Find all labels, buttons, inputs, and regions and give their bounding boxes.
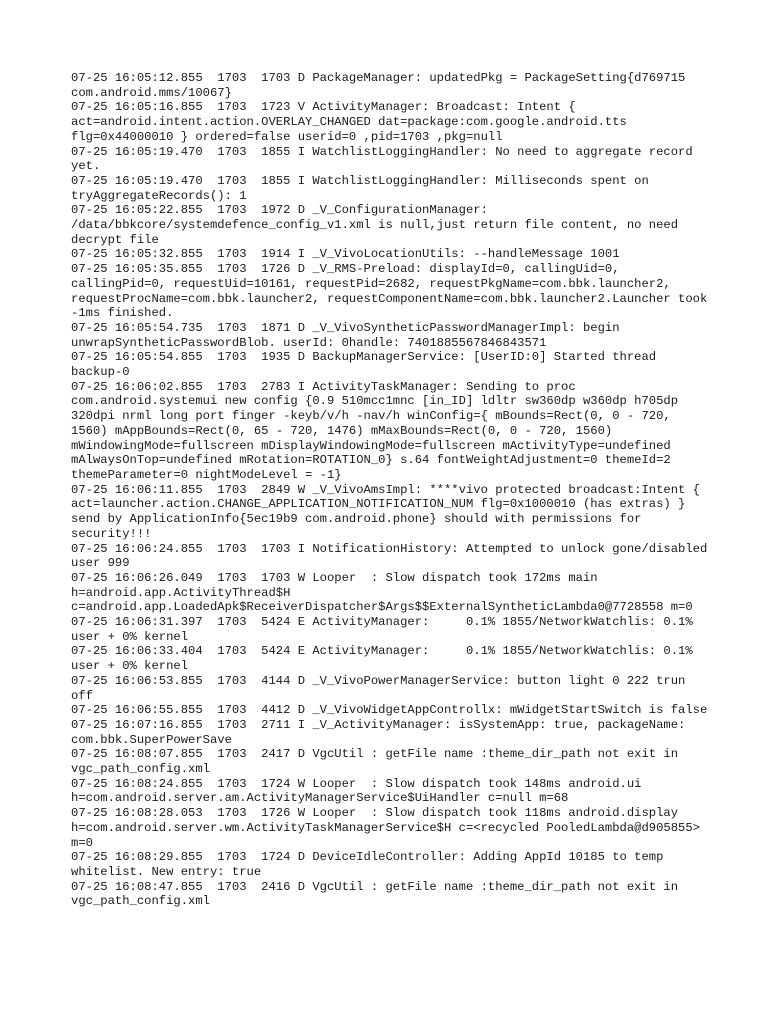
log-line: 07-25 16:06:53.855 1703 4144 D _V_VivoPowerManagerService: button light 0 222 trun off bbox=[71, 673, 693, 703]
log-line: 07-25 16:06:11.855 1703 2849 W _V_VivoAmsImpl: ****vivo protected broadcast:Intent { act=launcher.action.CHANGE_APPLICATION_NOTIFICATION_NUM flg=0x1000010 (has extras) } send by ApplicationInfo{5ec19b9 com.android.phone} should with permissions for security!!! bbox=[71, 482, 708, 541]
log-line: 07-25 16:05:12.855 1703 1703 D PackageManager: updatedPkg = PackageSetting{d769715 com.android.mms/10067} bbox=[71, 71, 693, 100]
log-line: 07-25 16:05:54.735 1703 1871 D _V_VivoSyntheticPasswordManagerImpl: begin unwrapSyntheticPasswordBlob. userId: 0handle: 7401885567846843571 bbox=[71, 320, 627, 350]
log-line: 07-25 16:05:35.855 1703 1726 D _V_RMS-Preload: displayId=0, callingUid=0, callingPid=0, requestUid=10161, requestPid=2682, requestPkgName=com.bbk.launcher2, requestProcName=com.bbk.launcher2, requestComponentName=com.bbk.launcher2.Launcher took -1ms finished. bbox=[71, 262, 715, 321]
log-line: 07-25 16:05:22.855 1703 1972 D _V_ConfigurationManager: /data/bbkcore/systemdefence_config_v1.xml is null,just return file content, no need decrypt file bbox=[71, 203, 686, 247]
log-line: 07-25 16:05:19.470 1703 1855 I WatchlistLoggingHandler: No need to aggregate record yet. bbox=[71, 144, 700, 174]
log-line: 07-25 16:05:32.855 1703 1914 I _V_VivoLocationUtils: --handleMessage 1001 bbox=[71, 247, 620, 262]
log-line: 07-25 16:08:47.855 1703 2416 D VgcUtil : getFile name :theme_dir_path not exit in vgc_path_config.xml bbox=[71, 879, 686, 909]
log-line: 07-25 16:06:33.404 1703 5424 E ActivityManager: 0.1% 1855/NetworkWatchlis: 0.1% user + 0% kernel bbox=[71, 644, 700, 674]
log-line: 07-25 16:08:24.855 1703 1724 W Looper : Slow dispatch took 148ms android.ui h=com.android.server.am.ActivityManagerService$UiHandler c=null m=68 bbox=[71, 776, 649, 806]
log-line: 07-25 16:08:28.053 1703 1726 W Looper : Slow dispatch took 118ms android.display h=com.android.server.wm.ActivityTaskManagerService$H c=<recycled PooledLambda@d905855> m=0 bbox=[71, 806, 708, 850]
log-line: 07-25 16:06:02.855 1703 2783 I ActivityTaskManager: Sending to proc com.android.systemui new config {0.9 510mcc1mnc [in_ID] ldltr sw360dp w360dp h705dp 320dpi nrml long port finger -keyb/v/h -nav/h winConfig={ mBounds=Rect(0, 0 - 720, 1560) mAppBounds=Rect(0, 65 - 720, 1476) mMaxBounds=Rect(0, 0 - 720, 1560) mWindowingMode=fullscreen mDisplayWindowingMode=fullscreen mActivityType=undefined mAlwaysOnTop=undefined mRotation=ROTATION_0} s.64 fontWeightAdjustment=0 themeId=2 themeParameter=0 nightModeLevel = -1} bbox=[71, 379, 686, 482]
log-line: 07-25 16:07:16.855 1703 2711 I _V_ActivityManager: isSystemApp: true, packageName: com.bbk.SuperPowerSave bbox=[71, 717, 693, 747]
log-line: 07-25 16:06:24.855 1703 1703 I NotificationHistory: Attempted to unlock gone/disabled user 999 bbox=[71, 541, 715, 571]
log-line: 07-25 16:08:07.855 1703 2417 D VgcUtil : getFile name :theme_dir_path not exit in vgc_path_config.xml bbox=[71, 747, 686, 777]
log-line: 07-25 16:08:29.855 1703 1724 D DeviceIdleController: Adding AppId 10185 to temp whitelist. New entry: true bbox=[71, 850, 671, 879]
log-document bbox=[71, 71, 715, 909]
log-line: 07-25 16:05:16.855 1703 1723 V ActivityManager: Broadcast: Intent { act=android.intent.action.OVERLAY_CHANGED dat=package:com.google.android.tts flg=0x44000010 } ordered=false userid=0 ,pid=1703 ,pkg=null bbox=[71, 100, 635, 144]
log-line: 07-25 16:06:55.855 1703 4412 D _V_VivoWidgetAppControllx: mWidgetStartSwitch is false bbox=[71, 703, 708, 718]
log-line: 07-25 16:05:54.855 1703 1935 D BackupManagerService: [UserID:0] Started thread backup-0 bbox=[71, 350, 664, 380]
log-line: 07-25 16:06:31.397 1703 5424 E ActivityManager: 0.1% 1855/NetworkWatchlis: 0.1% user + 0% kernel bbox=[71, 615, 700, 644]
log-line: 07-25 16:06:26.049 1703 1703 W Looper : Slow dispatch took 172ms main h=android.app.ActivityThread$H c=android.app.LoadedApk$ReceiverDispatcher$Args$$ExternalSyntheticLambda0@7728558 m=0 bbox=[71, 570, 693, 615]
log-line: 07-25 16:05:19.470 1703 1855 I WatchlistLoggingHandler: Milliseconds spent on tryAggregateRecords(): 1 bbox=[71, 173, 657, 203]
